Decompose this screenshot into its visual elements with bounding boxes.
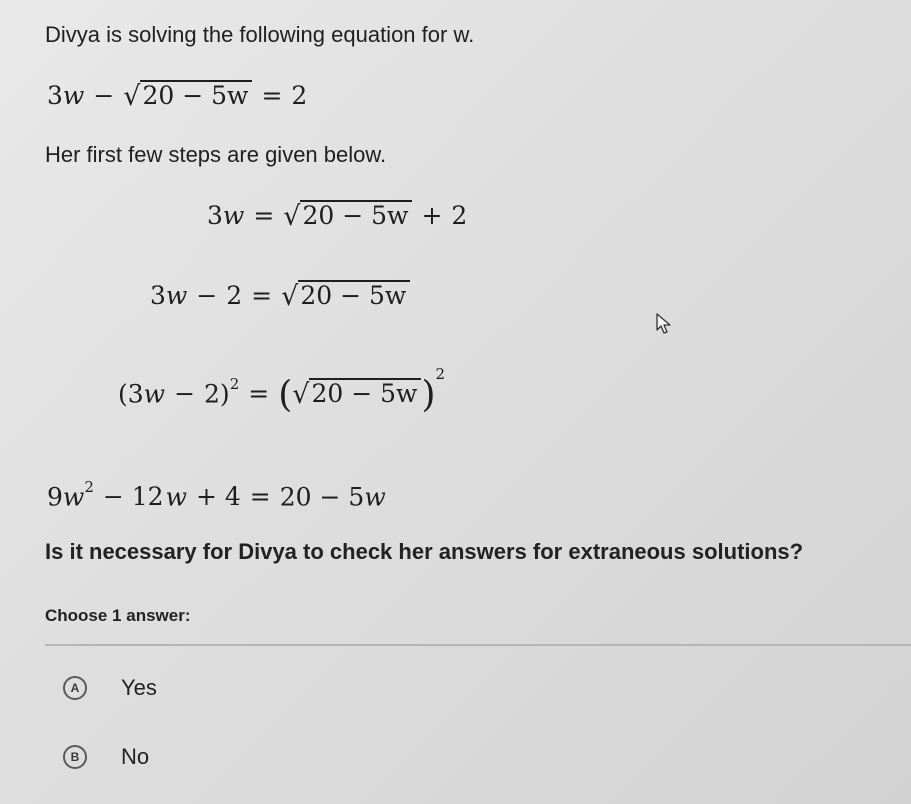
radical: √20 − 5w xyxy=(283,200,412,232)
choice-a-radio[interactable]: A xyxy=(63,676,87,700)
step-4: $9w^2 - 12w + 4 = 20 - 5w$ xyxy=(47,478,386,512)
steps-intro: Her first few steps are given below. xyxy=(45,142,387,167)
choice-b[interactable] xyxy=(63,744,149,770)
choice-a-label: Yes xyxy=(121,675,157,700)
step-1: 3w = √20 − 5w + 2 xyxy=(207,201,468,232)
radical: √20 − 5w xyxy=(123,80,252,112)
divider xyxy=(45,644,911,646)
question-text: Is it necessary for Divya to check her answers for extraneous solutions? xyxy=(45,539,804,564)
step-3: $(3w - 2)^2 = (√20 - 5w$ )$^2$ xyxy=(118,365,446,416)
radical: √20 − 5w xyxy=(281,280,410,312)
choose-label: Choose 1 answer: xyxy=(45,606,191,625)
mouse-pointer-icon xyxy=(655,313,673,335)
choice-b-label: No xyxy=(121,744,150,769)
step-2: 3w − 2 = √20 − 5w xyxy=(150,280,410,312)
radical: √20 − 5w xyxy=(292,378,421,410)
problem-intro: Divya is solving the following equation for w. xyxy=(45,22,475,47)
original-equation: 3w − √20 − 5w = 2 xyxy=(47,81,308,112)
choice-b-radio[interactable]: B xyxy=(63,745,87,769)
choice-a[interactable] xyxy=(63,675,157,701)
